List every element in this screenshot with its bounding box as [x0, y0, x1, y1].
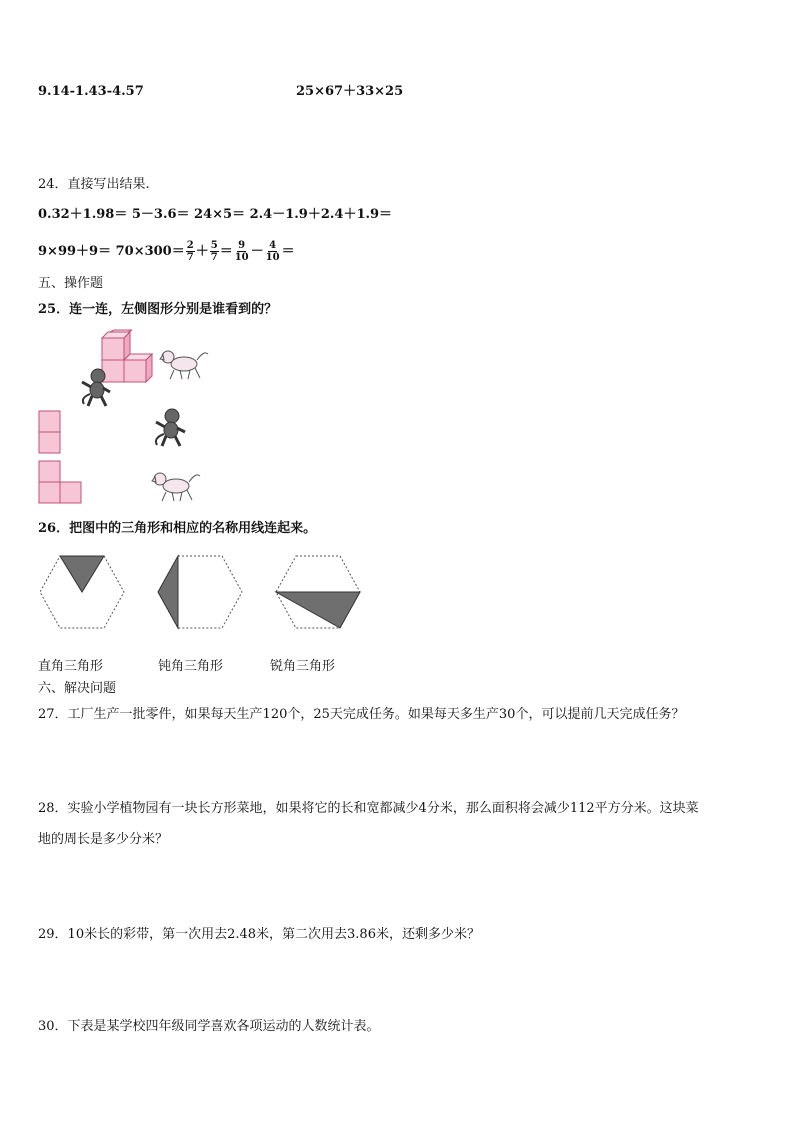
monkey-icon-2 [150, 408, 190, 448]
q28-line1: 28．实验小学植物园有一块长方形菜地，如果将它的长和宽都减少4分米，那么面积将会减少112平方分米。这块菜 [38, 801, 699, 816]
dog-icon [160, 346, 210, 382]
hexagon-acute-triangle [276, 554, 362, 632]
label-obtuse-triangle: 钝角三角形 [158, 659, 224, 674]
q27-stem: 27．工厂生产一批零件，如果每天生产120个，25天完成任务。如果每天多生产30个，可以提前几天完成任务？ [38, 707, 685, 722]
fraction-5-7: $\frac{5}{7}$ [210, 240, 218, 263]
hexagon-right-triangle [40, 554, 126, 632]
view-two-squares [38, 410, 64, 456]
hexagon-obtuse-triangle [158, 554, 244, 632]
label-acute-triangle: 锐角三角形 [270, 659, 336, 674]
monkey-icon [78, 368, 114, 408]
expression-b: 25×67＋33×25 [296, 84, 404, 99]
expression-a: 9.14-1.43-4.57 [38, 84, 144, 99]
equals-sign-2: ＝ [281, 243, 295, 259]
q24-row2-part-a: 9×99＋9＝ 70×300＝ [38, 243, 185, 259]
q24-stem: 24．直接写出结果. [38, 177, 150, 192]
fraction-2-7: $\frac{2}{7}$ [186, 240, 194, 263]
view-l-shape [38, 460, 84, 506]
section6-title: 六、解决问题 [38, 681, 117, 696]
q29-stem: 29．10米长的彩带，第一次用去2.48米，第二次用去3.86米，还剩多少米？ [38, 927, 480, 942]
equals-sign: ＝ [219, 243, 233, 259]
q28-line2: 地的周长是多少分米？ [38, 832, 169, 847]
q24-row1: 0.32＋1.98＝ 5－3.6＝ 24×5＝ 2.4－1.9＋2.4＋1.9＝ [38, 207, 393, 222]
dog-icon-2 [152, 468, 202, 504]
fraction-4-10: $\frac{4}{10}$ [265, 240, 280, 263]
section5-title: 五、操作题 [38, 276, 104, 291]
q24-row2 [38, 240, 295, 263]
fraction-9-10: $\frac{9}{10}$ [234, 240, 249, 263]
q26-stem: 26．把图中的三角形和相应的名称用线连起来。 [38, 521, 317, 536]
label-right-triangle: 直角三角形 [38, 659, 104, 674]
plus-sign: ＋ [195, 243, 209, 259]
q30-stem: 30．下表是某学校四年级同学喜欢各项运动的人数统计表。 [38, 1019, 380, 1034]
q25-stem: 25．连一连，左侧图形分别是谁看到的？ [38, 302, 278, 317]
minus-sign: － [250, 243, 264, 259]
